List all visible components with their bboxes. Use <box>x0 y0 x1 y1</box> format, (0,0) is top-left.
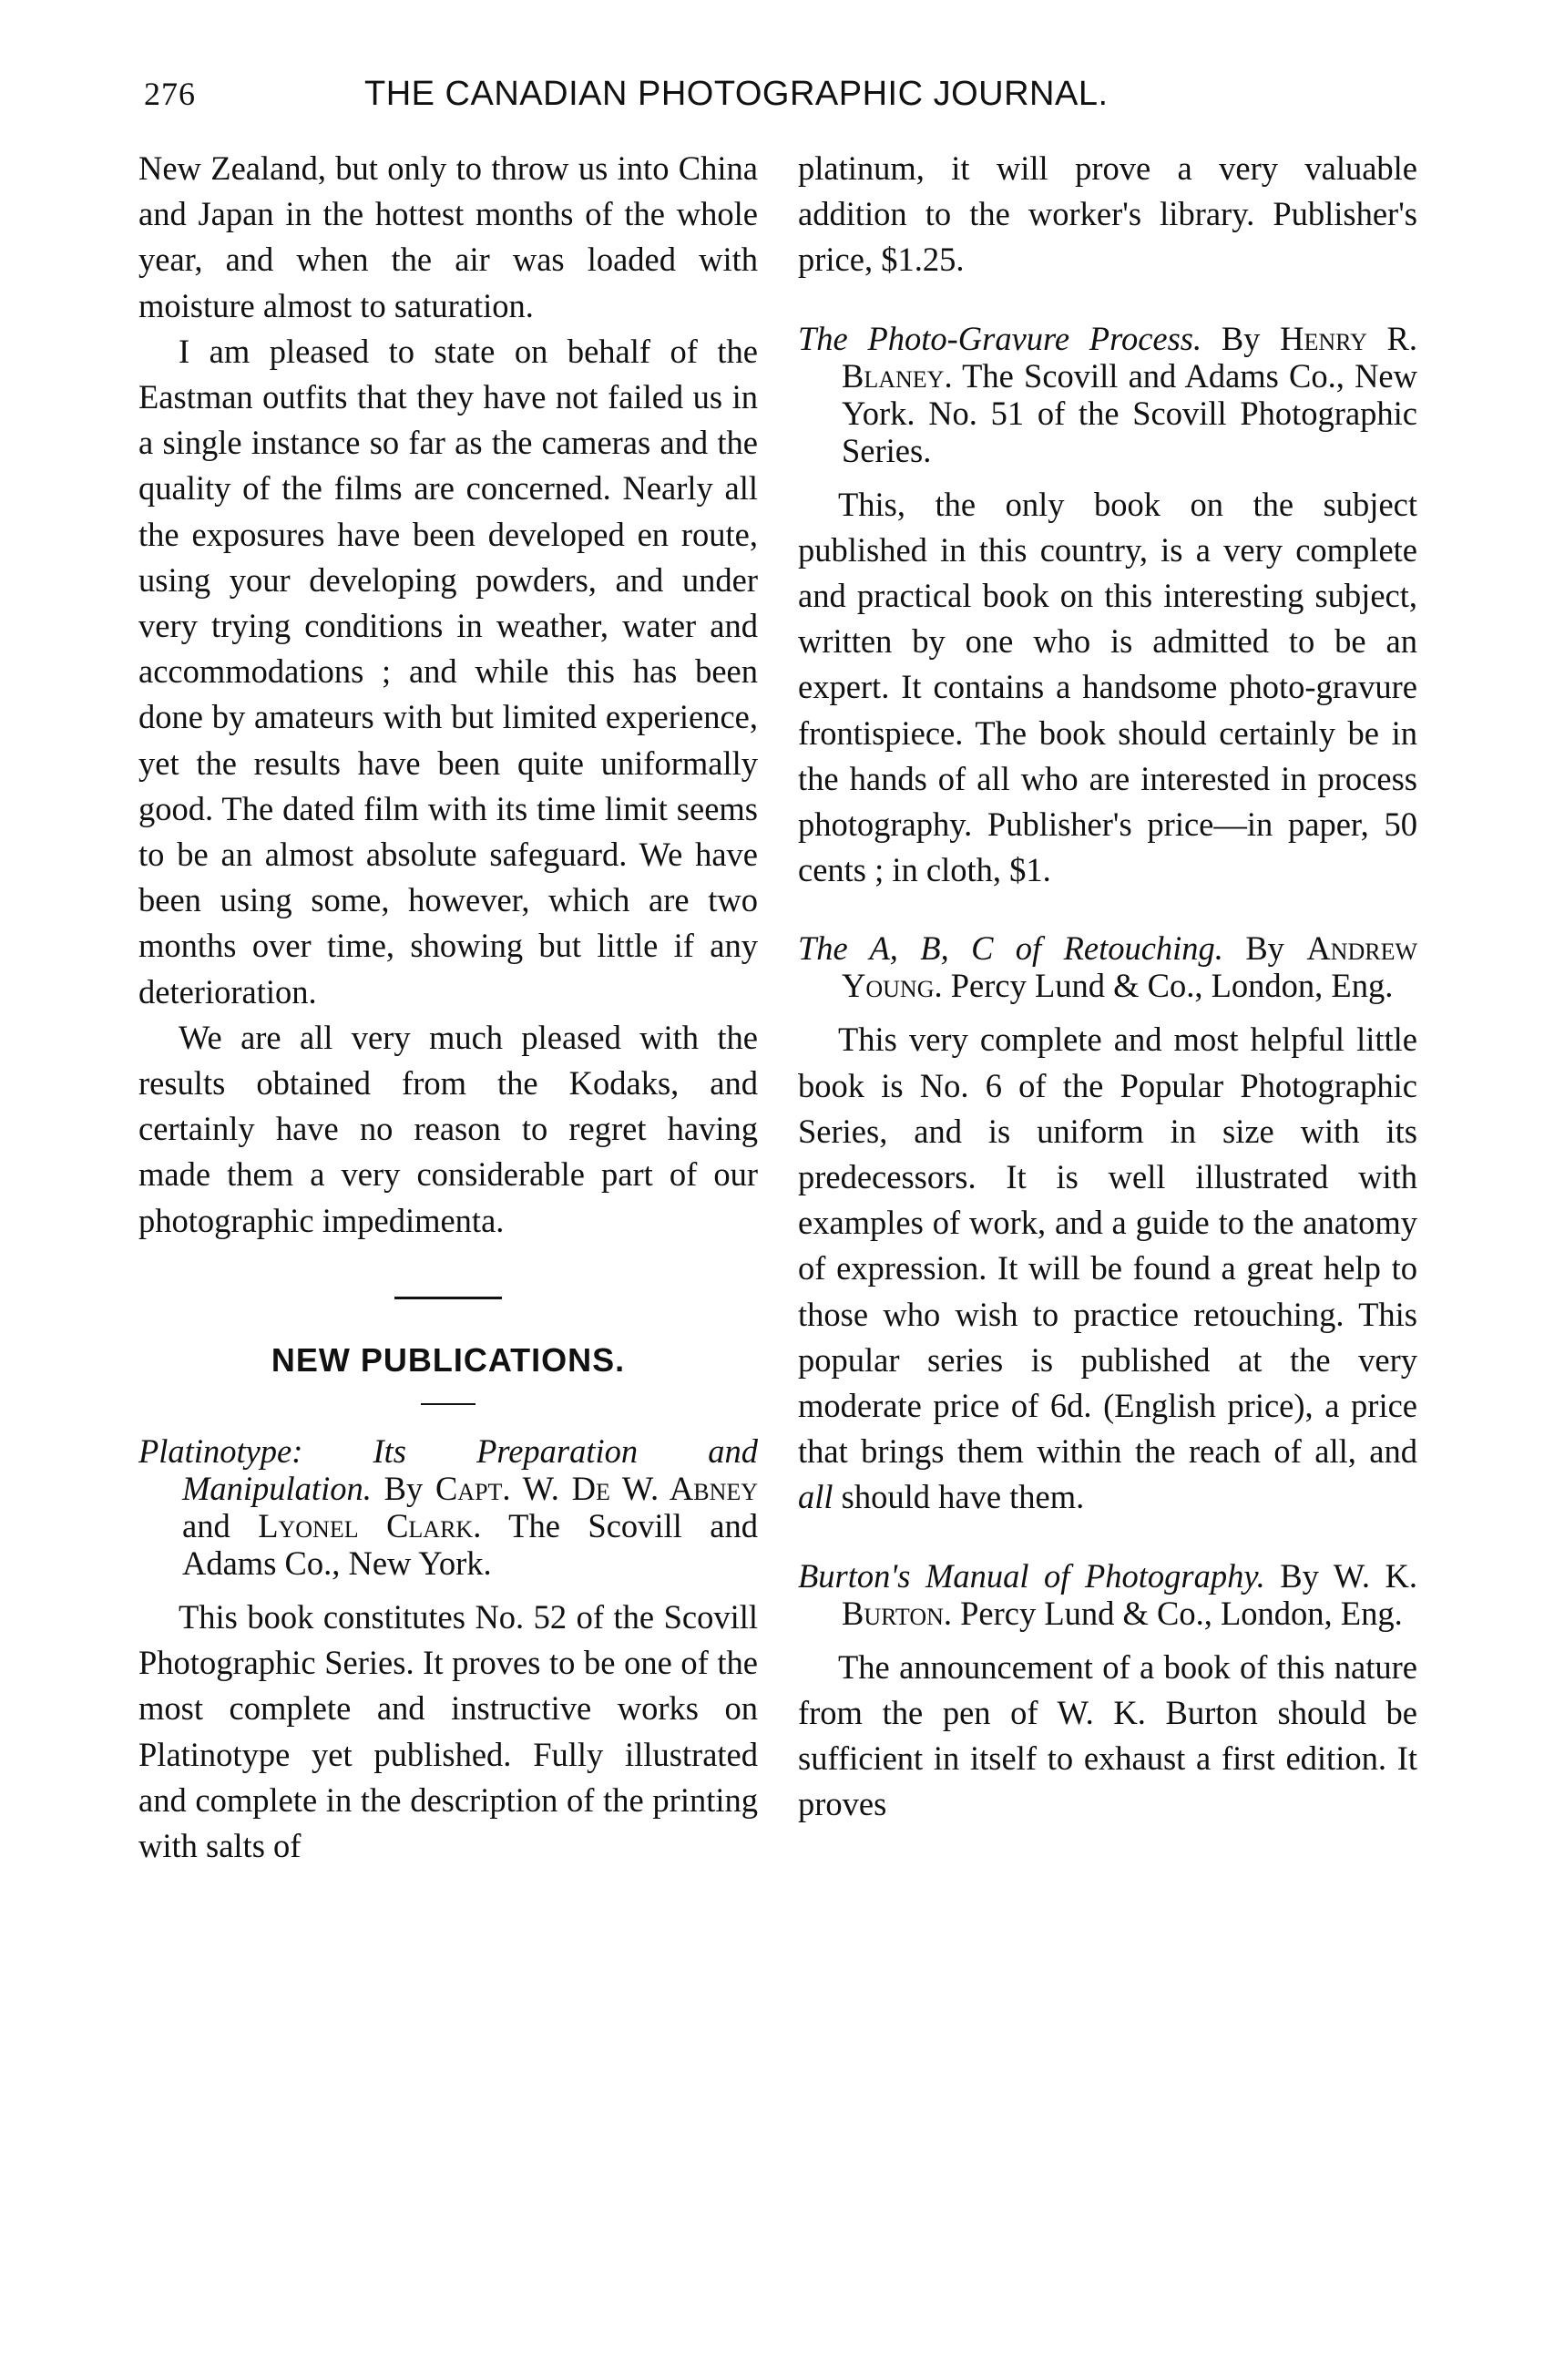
publisher: The Scovill and Adams Co., New York. <box>182 1507 759 1583</box>
book-review: This book constitutes No. 52 of the Scovill Photographic Series. It proves to be one of the most complete and instructive works on Platinotype yet published. Fully illustrated and complete in the description of the printing with salts of <box>138 1598 758 1865</box>
paragraph: We are all very much pleased with the results obtained from the Kodaks, and certainly have no reason to regret having made them a very considerable part of our photographic impedimenta. <box>138 1018 758 1239</box>
publication-entry: Platinotype: Its Preparation and Manipulation. By Capt. W. De W. Abney and Lyonel Clark. The Scovill and Adams Co., New York. <box>138 1432 759 1583</box>
page-header <box>144 75 1292 120</box>
book-review: This very complete and most helpful little book is No. 6 of the Popular Photographic Series, and is uniform in size with its predecessors. It is well illustrated with examples of work, and a guide to the anatomy of expression. It will be found a great help to those who wish to practice retouching. This popular series is published at the very moderate price of 6d. (English price), a price that brings them within the reach of all, and all should have them. <box>798 1021 1417 1516</box>
publisher: The Scovill and Adams Co., New York. No. 51 of the Scovill Photographic Series. <box>842 356 1417 469</box>
author: Andrew Young. <box>842 929 1418 1005</box>
left-column <box>138 146 758 1869</box>
paragraph: New Zealand, but only to throw us into China and Japan in the hottest months of the whole year, and when the air was loaded with moisture almost to saturation. <box>138 149 758 324</box>
author: Henry R. Blaney. <box>842 319 1418 395</box>
book-review: This, the only book on the subject published in this country, is a very complete and practical book on this interesting subject, written by one who is admitted to be an expert. It contains a handsome photo-gravure frontispiece. The book should certainly be in the hands of all who are interested in process photography. Publisher's price—in paper, 50 cents ; in cloth, $1. <box>798 485 1417 889</box>
running-title: THE CANADIAN PHOTOGRAPHIC JOURNAL. <box>364 75 1109 113</box>
paragraph: I am pleased to state on behalf of the Eastman outfits that they have not failed us in a single instance so far as the cameras and the quality of the films are concerned. Nearly all the exposures have been developed en route, using your developing powders, and under very trying conditions in weather, water and accommodations ; and while this has been done by amateurs with but limited experience, yet the results have been quite uniformally good. The dated film with its time limit seems to be an almost absolute safeguard. We have been using some, however, which are two months over time, showing but little if any deterioration. <box>138 332 758 1010</box>
page-number: 276 <box>144 76 196 112</box>
section-divider <box>394 1297 502 1299</box>
author: Capt. W. De W. Abney <box>435 1470 759 1508</box>
book-review-continued: platinum, it will prove a very valuable addition to the worker's library. Publisher's price, $1.25. <box>798 149 1417 279</box>
publication-entry: The Photo-Gravure Process. By Henry R. Blaney. The Scovill and Adams Co., New York. No. 51 of the Scovill Photographic Series. <box>798 319 1418 469</box>
section-heading: NEW PUBLICATIONS. <box>271 1340 626 1379</box>
book-title: Burton's Manual of Photography. <box>798 1556 1265 1595</box>
book-title: The Photo-Gravure Process. <box>798 319 1202 357</box>
book-title: Platinotype: Its Preparation and Manipulation. <box>138 1432 758 1508</box>
heading-divider <box>421 1403 475 1405</box>
right-column <box>798 146 1417 1827</box>
publication-entry: Burton's Manual of Photography. By W. K. Burton. Percy Lund & Co., London, Eng. <box>798 1556 1418 1632</box>
author: Lyonel Clark. <box>258 1507 482 1545</box>
author: Burton. <box>842 1594 952 1632</box>
book-review: The announcement of a book of this nature from the pen of W. K. Burton should be sufficient in itself to exhaust a first edition. It proves <box>798 1647 1417 1823</box>
publisher: Percy Lund & Co., London, Eng. <box>950 967 1394 1005</box>
emphasis: all <box>798 1478 833 1516</box>
publication-entry: The A, B, C of Retouching. By Andrew Young. Percy Lund & Co., London, Eng. <box>798 929 1418 1005</box>
book-title: The A, B, C of Retouching. <box>798 929 1223 968</box>
publisher: Percy Lund & Co., London, Eng. <box>960 1594 1403 1632</box>
